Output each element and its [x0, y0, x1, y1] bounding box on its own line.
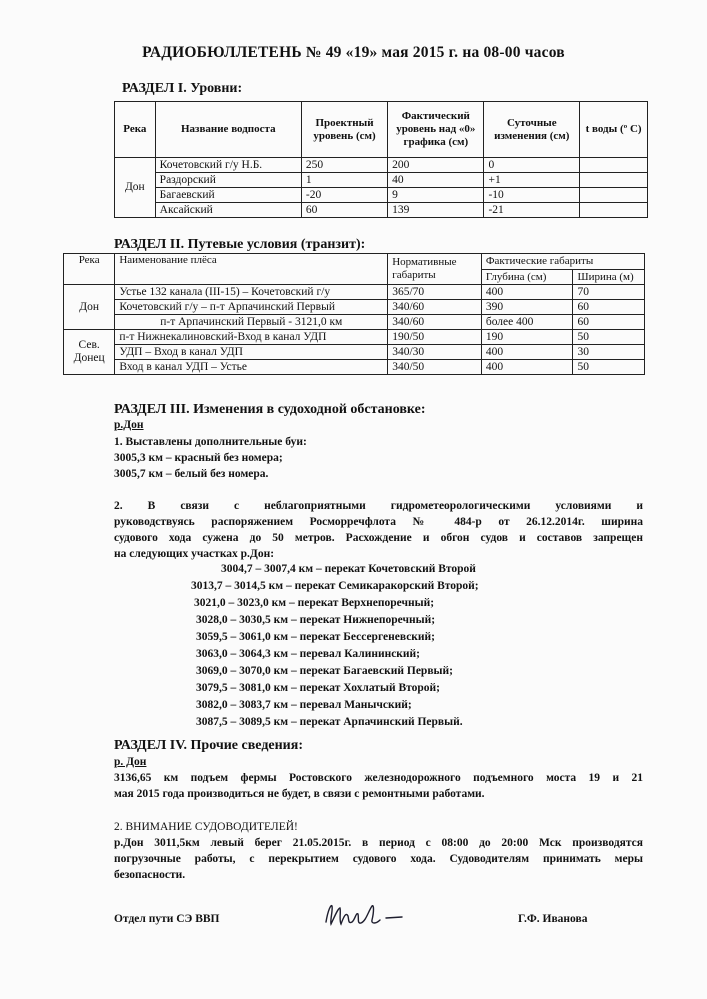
bridge-text-line: 3136,65 км подъем фермы Ростовского железнодорожного подъемного моста 19 и 21 — [114, 772, 643, 784]
water-temp — [580, 188, 648, 203]
col-post-name: Название водпоста — [155, 102, 301, 158]
normative: 340/50 — [388, 360, 482, 375]
section3-heading: РАЗДЕЛ III. Изменения в судоходной обстановке: — [114, 402, 426, 417]
normative: 365/70 — [388, 285, 482, 300]
design-level: -20 — [301, 188, 387, 203]
reach-name: Кочетовский г/у – п-т Арпачинский Первый — [115, 300, 388, 315]
depth: более 400 — [481, 315, 573, 330]
table-row — [115, 158, 648, 173]
narrowing-text-line: на следующих участках р.Дон: — [114, 548, 275, 560]
table-row — [64, 300, 645, 315]
list-item: 3059,5 – 3061,0 км – перекат Бессергеневский; — [196, 631, 436, 643]
buoy-line: 3005,3 км – красный без номера; — [114, 452, 283, 464]
bulletin-title: РАДИОБЮЛЛЕТЕНЬ № 49 «19» мая 2015 г. на 08-00 часов — [142, 44, 565, 61]
post-name: Аксайский — [155, 203, 301, 218]
depth: 400 — [481, 285, 573, 300]
water-temp — [580, 173, 648, 188]
design-level: 60 — [301, 203, 387, 218]
route-table — [63, 253, 645, 375]
design-level: 1 — [301, 173, 387, 188]
actual-level: 40 — [388, 173, 484, 188]
actual-level: 9 — [388, 188, 484, 203]
list-item: 3013,7 – 3014,5 км – перекат Семикаракорский Второй; — [191, 580, 479, 592]
narrowing-text-line: руководствуясь распоряжением Росморречфлота № 484-р от 26.12.2014г. ширина — [114, 516, 643, 528]
col-water-temp: t воды (º C) — [580, 102, 648, 158]
depth: 390 — [481, 300, 573, 315]
list-item: 3079,5 – 3081,0 км – перекат Хохлатый Второй; — [196, 682, 440, 694]
width: 60 — [573, 315, 645, 330]
depth: 400 — [481, 345, 573, 360]
narrowing-text-line: судового хода сужена до 50 метров. Расхождение и обгон судов и составов запрещен — [114, 532, 643, 544]
river-cell: Дон — [115, 158, 156, 218]
list-item: 3082,0 – 3083,7 км – перевал Манычский; — [196, 699, 412, 711]
col-river: Река — [64, 254, 115, 285]
bridge-text-line: мая 2015 года производиться не будет, в связи с ремонтными работами. — [114, 788, 485, 800]
reach-name: Устье 132 канала (III-15) – Кочетовский г/у — [115, 285, 388, 300]
list-item: 3063,0 – 3064,3 км – перевал Калининский; — [196, 648, 421, 660]
attention-text-line: безопасности. — [114, 869, 186, 881]
col-width: Ширина (м) — [573, 270, 645, 285]
col-actual-level: Фактический уровень над «0» графика (см) — [388, 102, 484, 158]
width: 30 — [573, 345, 645, 360]
col-depth: Глубина (см) — [481, 270, 573, 285]
col-reach-name: Наименование плёса — [115, 254, 388, 285]
actual-level: 139 — [388, 203, 484, 218]
section4-river: р. Дон — [114, 756, 147, 768]
river-cell: Дон — [64, 285, 115, 330]
normative: 340/60 — [388, 315, 482, 330]
normative: 190/50 — [388, 330, 482, 345]
actual-level: 200 — [388, 158, 484, 173]
reach-name: п-т Арпачинский Первый - 3121,0 км — [115, 315, 388, 330]
attention-text-line: погрузочные работы, с перекрытием судового хода. Судоводителям принимать меры — [114, 853, 643, 865]
table-row — [115, 188, 648, 203]
post-name: Кочетовский г/у Н.Б. — [155, 158, 301, 173]
department-name: Отдел пути СЭ ВВП — [114, 913, 220, 925]
daily-change: -21 — [484, 203, 580, 218]
post-name: Раздорский — [155, 173, 301, 188]
table-row — [115, 203, 648, 218]
river-cell: Сев. Донец — [64, 330, 115, 375]
table-row — [64, 330, 645, 345]
handwritten-signature — [322, 898, 412, 934]
col-river: Река — [115, 102, 156, 158]
table-row — [64, 360, 645, 375]
post-name: Багаевский — [155, 188, 301, 203]
narrowing-text-line: 2. В связи с неблагоприятными гидрометеорологическими условиями и — [114, 500, 643, 512]
section3-river: р.Дон — [114, 419, 144, 431]
section3-item1-title: 1. Выставлены дополнительные буи: — [114, 436, 307, 448]
list-item: 3004,7 – 3007,4 км – перекат Кочетовский Второй — [221, 563, 476, 575]
daily-change: +1 — [484, 173, 580, 188]
table-row — [64, 285, 645, 300]
table-row — [64, 345, 645, 360]
width: 50 — [573, 360, 645, 375]
col-actual: Фактические габариты — [481, 254, 644, 270]
depth: 400 — [481, 360, 573, 375]
col-normative: Нормативные габариты — [388, 254, 482, 285]
water-temp — [580, 203, 648, 218]
col-design-level: Проектный уровень (см) — [301, 102, 387, 158]
signer-name: Г.Ф. Иванова — [518, 913, 588, 925]
width: 70 — [573, 285, 645, 300]
section1-heading: РАЗДЕЛ I. Уровни: — [122, 81, 243, 96]
width: 60 — [573, 300, 645, 315]
water-temp — [580, 158, 648, 173]
daily-change: 0 — [484, 158, 580, 173]
normative: 340/30 — [388, 345, 482, 360]
normative: 340/60 — [388, 300, 482, 315]
list-item: 3028,0 – 3030,5 км – перекат Нижнепоречный; — [196, 614, 436, 626]
design-level: 250 — [301, 158, 387, 173]
col-daily-change: Суточные изменения (см) — [484, 102, 580, 158]
buoy-line: 3005,7 км – белый без номера. — [114, 468, 269, 480]
reach-name: п-т Нижнекалиновский-Вход в канал УДП — [115, 330, 388, 345]
list-item: 3087,5 – 3089,5 км – перекат Арпачинский Первый. — [196, 716, 463, 728]
list-item: 3069,0 – 3070,0 км – перекат Багаевский Первый; — [196, 665, 453, 677]
table-row — [64, 315, 645, 330]
levels-table — [114, 101, 648, 218]
width: 50 — [573, 330, 645, 345]
attention-heading: 2. ВНИМАНИЕ СУДОВОДИТЕЛЕЙ! — [114, 821, 298, 833]
attention-text-line: р.Дон 3011,5км левый берег 21.05.2015г. в период с 08:00 до 20:00 Мск производятся — [114, 837, 643, 849]
depth: 190 — [481, 330, 573, 345]
reach-name: Вход в канал УДП – Устье — [115, 360, 388, 375]
table-row — [115, 173, 648, 188]
section2-heading: РАЗДЕЛ II. Путевые условия (транзит): — [114, 237, 366, 252]
reach-name: УДП – Вход в канал УДП — [115, 345, 388, 360]
section4-heading: РАЗДЕЛ IV. Прочие сведения: — [114, 738, 303, 753]
list-item: 3021,0 – 3023,0 км – перекат Верхнепоречный; — [194, 597, 435, 609]
daily-change: -10 — [484, 188, 580, 203]
